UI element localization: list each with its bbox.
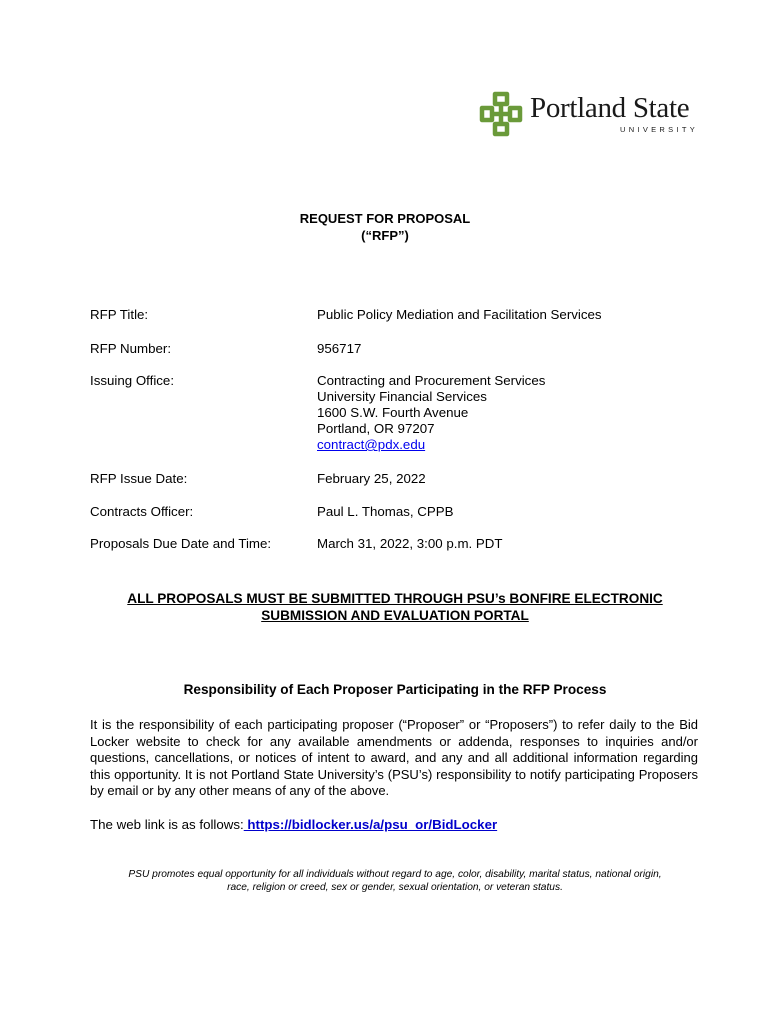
web-link-prefix: The web link is as follows:	[90, 817, 244, 832]
rfp-number-value: 956717	[317, 341, 362, 356]
issue-date-label: RFP Issue Date:	[90, 471, 188, 486]
rfp-number-label: RFP Number:	[90, 341, 172, 356]
footer-line: race, religion or creed, sex or gender, sexual orientation, or veteran status.	[227, 882, 563, 893]
issuing-office-email-link[interactable]: contract@pdx.edu	[317, 437, 426, 452]
banner-line: SUBMISSION AND EVALUATION PORTAL	[261, 608, 529, 623]
logo-subtitle: UNIVERSITY	[620, 125, 699, 134]
issuing-office-line: Portland, OR 97207	[317, 421, 435, 436]
issue-date-value: February 25, 2022	[317, 471, 426, 486]
document-title: REQUEST FOR PROPOSAL	[299, 211, 471, 226]
responsibility-paragraph: It is the responsibility of each participating proposer (“Proposer” or “Proposers”) to refer daily to the Bid Locker website to check for any available amendments or addenda, responses to inquiries and/or questions, cancellations, or notices of intent to award, and any and all additional information regarding this opportunity. It is not Portland State University’s (PSU’s) responsibility to notify participating Proposers by email or by any other means of any of the above.	[90, 717, 698, 798]
rfp-title-value: Public Policy Mediation and Facilitation Services	[317, 307, 602, 322]
contracts-officer-label: Contracts Officer:	[90, 504, 194, 519]
issuing-office-label: Issuing Office:	[90, 373, 175, 388]
submission-banner	[60, 590, 730, 624]
issuing-office-line: Contracting and Procurement Services	[317, 373, 546, 388]
psu-logo-icon	[478, 90, 524, 138]
contracts-officer-value: Paul L. Thomas, CPPB	[317, 504, 454, 519]
rfp-title-label: RFP Title:	[90, 307, 149, 322]
psu-logo	[478, 90, 708, 142]
footer-line: PSU promotes equal opportunity for all individuals without regard to age, color, disability, marital status, national origin,	[128, 869, 662, 880]
bidlocker-link[interactable]: https://bidlocker.us/a/psu_or/BidLocker	[243, 817, 498, 832]
issuing-office-line: 1600 S.W. Fourth Avenue	[317, 405, 469, 420]
banner-line: ALL PROPOSALS MUST BE SUBMITTED THROUGH PSU’s BONFIRE ELECTRONIC	[127, 591, 663, 606]
web-link-line	[90, 817, 497, 832]
responsibility-heading: Responsibility of Each Proposer Participating in the RFP Process	[183, 682, 607, 697]
issuing-office-line: University Financial Services	[317, 389, 487, 404]
logo-name: Portland State	[530, 92, 690, 124]
due-date-value: March 31, 2022, 3:00 p.m. PDT	[317, 536, 503, 551]
document-title-abbrev: (“RFP”)	[361, 228, 409, 243]
due-date-label: Proposals Due Date and Time:	[90, 536, 272, 551]
equal-opportunity-footer	[60, 868, 730, 894]
issuing-office-address	[317, 373, 545, 453]
